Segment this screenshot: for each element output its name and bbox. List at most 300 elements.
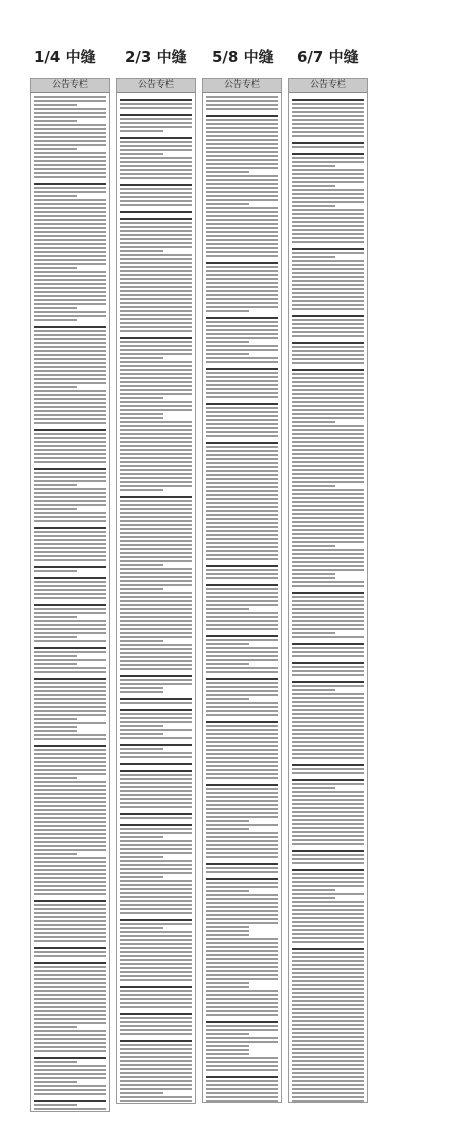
text-line xyxy=(292,173,364,175)
text-line xyxy=(120,744,192,746)
text-line xyxy=(34,881,106,883)
text-line xyxy=(34,132,106,134)
text-line xyxy=(120,445,192,447)
text-line xyxy=(206,733,278,735)
text-line xyxy=(120,504,192,506)
text-line xyxy=(34,382,106,384)
text-line xyxy=(292,308,364,310)
text-line xyxy=(34,1065,106,1067)
text-line xyxy=(120,824,192,826)
text-line xyxy=(206,372,278,374)
text-line xyxy=(34,500,106,502)
text-line xyxy=(292,342,364,344)
text-line xyxy=(34,853,77,855)
text-line xyxy=(292,103,364,105)
text-line xyxy=(120,516,192,518)
text-line xyxy=(206,302,278,304)
text-line xyxy=(120,1060,192,1062)
text-line xyxy=(34,512,106,514)
text-line xyxy=(206,321,278,323)
text-line xyxy=(120,1040,192,1042)
text-line xyxy=(34,632,106,634)
notice-column-4 xyxy=(288,78,368,1103)
text-line xyxy=(34,797,106,799)
text-line xyxy=(292,1076,364,1078)
text-line xyxy=(292,577,335,579)
text-line xyxy=(206,588,278,590)
text-line xyxy=(120,118,192,120)
text-line xyxy=(206,902,278,904)
text-line xyxy=(292,1024,364,1026)
text-line xyxy=(292,889,335,891)
text-line xyxy=(206,1033,249,1035)
text-line xyxy=(206,600,278,602)
text-line xyxy=(34,152,106,154)
text-line xyxy=(34,982,106,984)
text-line xyxy=(206,306,278,308)
text-line xyxy=(292,984,364,986)
text-line xyxy=(120,361,192,363)
text-line xyxy=(120,951,192,953)
text-line xyxy=(206,922,278,924)
text-line xyxy=(206,1041,278,1043)
text-line xyxy=(206,419,278,421)
text-line xyxy=(120,644,192,646)
text-line xyxy=(120,528,192,530)
text-line xyxy=(206,1092,278,1094)
text-line xyxy=(206,592,278,594)
text-line xyxy=(120,892,192,894)
text-line xyxy=(120,184,192,186)
text-line xyxy=(120,872,192,874)
text-line xyxy=(120,441,192,443)
text-line xyxy=(120,409,192,411)
text-line xyxy=(292,1040,364,1042)
text-line xyxy=(292,131,364,133)
text-line xyxy=(206,898,278,900)
text-line xyxy=(292,1000,364,1002)
text-line xyxy=(292,933,364,935)
text-line xyxy=(34,354,106,356)
text-line xyxy=(292,369,364,371)
text-line xyxy=(292,858,364,860)
text-line xyxy=(292,1080,364,1082)
text-line xyxy=(34,172,106,174)
text-line xyxy=(206,828,249,830)
text-line xyxy=(34,472,106,474)
text-line xyxy=(292,146,364,148)
text-line xyxy=(292,897,335,899)
text-line xyxy=(292,1092,364,1094)
text-line xyxy=(206,569,278,571)
text-line xyxy=(34,1022,106,1024)
text-line xyxy=(292,647,364,649)
text-line xyxy=(120,381,192,383)
text-line xyxy=(120,971,192,973)
text-line xyxy=(292,272,364,274)
text-line xyxy=(292,988,364,990)
text-line xyxy=(292,268,364,270)
text-line xyxy=(292,819,364,821)
text-line xyxy=(34,334,106,336)
text-line xyxy=(34,271,106,273)
text-line xyxy=(292,768,364,770)
text-line xyxy=(120,687,163,689)
text-line xyxy=(34,96,106,98)
text-line xyxy=(34,390,106,392)
text-line xyxy=(34,211,106,213)
text-line xyxy=(120,832,192,834)
text-line xyxy=(34,342,106,344)
text-line xyxy=(292,197,364,199)
text-line xyxy=(120,794,192,796)
text-line xyxy=(292,1056,364,1058)
text-line xyxy=(292,1064,364,1066)
text-line xyxy=(206,573,278,575)
text-line xyxy=(120,604,192,606)
text-line xyxy=(206,522,278,524)
text-line xyxy=(120,656,192,658)
text-line xyxy=(120,790,192,792)
text-line xyxy=(120,782,192,784)
text-line xyxy=(34,195,77,197)
text-line xyxy=(292,276,364,278)
text-line xyxy=(120,1076,192,1078)
text-line xyxy=(34,160,106,162)
text-line xyxy=(120,628,192,630)
text-line xyxy=(292,549,364,551)
text-line xyxy=(34,789,106,791)
text-line xyxy=(34,566,106,568)
text-line xyxy=(34,1104,77,1106)
text-line xyxy=(34,140,106,142)
text-line xyxy=(206,215,278,217)
text-line xyxy=(120,314,192,316)
text-line xyxy=(34,805,106,807)
text-line xyxy=(120,683,192,685)
text-line xyxy=(120,413,163,415)
text-line xyxy=(34,1069,106,1071)
text-line xyxy=(34,916,106,918)
text-line xyxy=(206,278,278,280)
text-line xyxy=(120,702,192,704)
text-line xyxy=(34,904,106,906)
text-line xyxy=(34,589,106,591)
text-line xyxy=(34,203,106,205)
text-line xyxy=(292,1084,364,1086)
text-line xyxy=(120,1096,192,1098)
text-line xyxy=(292,389,364,391)
text-line xyxy=(206,1096,278,1098)
text-line xyxy=(206,635,278,637)
text-line xyxy=(292,561,364,563)
text-line xyxy=(292,280,364,282)
text-line xyxy=(120,713,192,715)
text-line xyxy=(34,183,106,185)
text-line xyxy=(120,648,192,650)
text-line xyxy=(120,353,192,355)
text-line xyxy=(292,1012,364,1014)
text-line xyxy=(206,1029,278,1031)
text-line xyxy=(34,295,106,297)
text-line xyxy=(120,341,192,343)
text-line xyxy=(206,167,278,169)
text-line xyxy=(34,508,77,510)
text-line xyxy=(206,761,278,763)
text-line xyxy=(292,689,335,691)
text-line xyxy=(206,450,278,452)
text-line xyxy=(120,141,192,143)
text-line xyxy=(292,393,364,395)
text-line xyxy=(120,270,192,272)
text-line xyxy=(34,577,106,579)
text-line xyxy=(292,521,364,523)
text-line xyxy=(120,640,163,642)
text-line xyxy=(206,871,278,873)
text-line xyxy=(206,294,278,296)
text-line xyxy=(120,813,192,815)
text-line xyxy=(34,947,106,949)
text-line xyxy=(292,831,364,833)
text-line xyxy=(34,307,77,309)
text-line xyxy=(120,876,163,878)
text-line xyxy=(120,1021,192,1023)
column-header-2: 公告专栏 xyxy=(117,79,195,93)
text-line xyxy=(292,909,364,911)
text-line xyxy=(34,187,106,189)
text-line xyxy=(206,1014,278,1016)
text-line xyxy=(206,986,249,988)
text-line xyxy=(120,778,192,780)
text-line xyxy=(120,632,192,634)
text-line xyxy=(34,718,77,720)
text-line xyxy=(120,485,192,487)
text-line xyxy=(292,229,364,231)
text-line xyxy=(34,559,106,561)
text-line xyxy=(292,260,364,262)
text-line xyxy=(206,612,278,614)
text-line xyxy=(292,643,364,645)
text-line xyxy=(34,990,106,992)
text-line xyxy=(34,986,106,988)
text-line xyxy=(34,366,106,368)
text-line xyxy=(120,556,192,558)
text-line xyxy=(120,660,192,662)
text-line xyxy=(120,1092,163,1094)
text-line xyxy=(120,1056,192,1058)
text-line xyxy=(292,115,364,117)
text-line xyxy=(206,131,278,133)
text-line xyxy=(292,335,364,337)
text-line xyxy=(120,864,192,866)
text-line xyxy=(292,670,364,672)
text-line xyxy=(206,337,278,339)
text-line xyxy=(34,682,106,684)
text-line xyxy=(120,373,192,375)
text-line xyxy=(292,362,364,364)
text-line xyxy=(206,1002,278,1004)
text-line xyxy=(292,964,364,966)
text-line xyxy=(34,527,106,529)
text-line xyxy=(206,514,278,516)
text-line xyxy=(120,979,192,981)
text-line xyxy=(120,576,192,578)
text-line xyxy=(206,808,278,810)
text-line xyxy=(120,540,192,542)
text-line xyxy=(120,947,192,949)
text-line xyxy=(206,962,278,964)
text-line xyxy=(120,802,192,804)
text-line xyxy=(120,580,192,582)
text-line xyxy=(206,800,278,802)
text-line xyxy=(120,306,192,308)
text-line xyxy=(120,923,192,925)
text-line xyxy=(292,1008,364,1010)
text-line xyxy=(34,616,77,618)
text-line xyxy=(120,242,192,244)
text-line xyxy=(120,608,192,610)
text-line xyxy=(120,204,192,206)
text-line xyxy=(34,620,106,622)
text-line xyxy=(34,667,106,669)
text-line xyxy=(34,457,106,459)
text-line xyxy=(292,925,364,927)
text-line xyxy=(206,910,278,912)
text-line xyxy=(206,104,278,106)
text-line xyxy=(292,1088,364,1090)
text-line xyxy=(34,414,106,416)
text-line xyxy=(120,652,192,654)
text-line xyxy=(34,998,106,1000)
text-line xyxy=(120,1084,192,1086)
text-line xyxy=(120,927,163,929)
text-line xyxy=(206,435,278,437)
text-line xyxy=(292,457,364,459)
text-line xyxy=(206,251,278,253)
text-line xyxy=(292,885,364,887)
text-line xyxy=(292,225,364,227)
text-line xyxy=(206,741,278,743)
text-line xyxy=(34,207,106,209)
text-line xyxy=(120,369,192,371)
text-line xyxy=(34,468,106,470)
text-line xyxy=(34,690,106,692)
text-line xyxy=(34,406,106,408)
text-line xyxy=(206,1010,278,1012)
text-line xyxy=(34,1061,77,1063)
text-line xyxy=(292,921,364,923)
text-line xyxy=(34,714,106,716)
text-line xyxy=(34,773,106,775)
text-line xyxy=(120,122,192,124)
text-line xyxy=(34,531,106,533)
text-line xyxy=(292,1032,364,1034)
text-line xyxy=(292,1020,364,1022)
text-line xyxy=(34,698,106,700)
text-line xyxy=(206,247,278,249)
text-line xyxy=(206,966,278,968)
text-line xyxy=(120,943,192,945)
text-line xyxy=(120,828,192,830)
text-line xyxy=(120,1044,192,1046)
text-line xyxy=(292,449,364,451)
text-line xyxy=(292,725,364,727)
text-line xyxy=(206,994,278,996)
text-line xyxy=(120,1033,192,1035)
text-line xyxy=(206,848,278,850)
text-line xyxy=(292,354,364,356)
text-line xyxy=(206,998,278,1000)
text-line xyxy=(206,647,278,649)
text-line xyxy=(292,221,364,223)
text-line xyxy=(120,326,192,328)
text-line xyxy=(120,959,192,961)
text-line xyxy=(292,315,364,317)
text-line xyxy=(34,445,106,447)
notice-column-3 xyxy=(202,78,282,1103)
text-line xyxy=(34,453,106,455)
text-line xyxy=(206,769,278,771)
text-line xyxy=(120,149,192,151)
text-line xyxy=(120,496,192,498)
text-line xyxy=(292,201,364,203)
text-line xyxy=(34,757,106,759)
text-line xyxy=(34,112,106,114)
text-line xyxy=(292,397,364,399)
text-line xyxy=(120,664,192,666)
text-line xyxy=(120,636,192,638)
text-line xyxy=(206,108,278,110)
text-line xyxy=(206,119,278,121)
text-line xyxy=(34,593,106,595)
column-body-4 xyxy=(289,93,367,1103)
text-line xyxy=(292,252,364,254)
text-line xyxy=(34,920,106,922)
text-line xyxy=(206,550,278,552)
text-line xyxy=(120,481,192,483)
text-line xyxy=(292,701,364,703)
text-line xyxy=(292,331,364,333)
text-line xyxy=(120,188,192,190)
text-line xyxy=(292,505,364,507)
text-line xyxy=(292,1068,364,1070)
text-line xyxy=(292,413,364,415)
text-line xyxy=(120,725,163,727)
text-line xyxy=(292,573,335,575)
text-line xyxy=(120,884,192,886)
text-line xyxy=(34,1050,106,1052)
text-line xyxy=(206,100,278,102)
text-line xyxy=(206,123,278,125)
text-line xyxy=(120,840,192,842)
text-line xyxy=(292,323,364,325)
text-line xyxy=(292,533,364,535)
text-line xyxy=(34,932,106,934)
text-line xyxy=(206,317,278,319)
text-line xyxy=(34,889,106,891)
text-line xyxy=(292,1052,364,1054)
text-line xyxy=(292,992,364,994)
text-line xyxy=(206,624,278,626)
text-line xyxy=(292,1028,364,1030)
text-line xyxy=(34,749,106,751)
text-line xyxy=(34,299,106,301)
text-line xyxy=(206,211,278,213)
text-line xyxy=(292,705,364,707)
text-line xyxy=(206,411,278,413)
text-line xyxy=(206,651,278,653)
text-line xyxy=(292,565,364,567)
